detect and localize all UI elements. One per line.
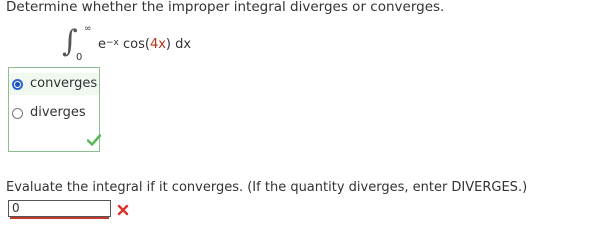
- integrand-suffix: ) dx: [165, 37, 192, 52]
- integrand-highlight: 4x: [149, 37, 166, 52]
- integral-sign-icon: ∫: [62, 24, 78, 59]
- choice-label-converges: converges: [30, 76, 98, 91]
- integrand-base: e: [98, 37, 106, 52]
- answer-choices: [8, 67, 100, 152]
- choice-diverges[interactable]: [9, 102, 99, 124]
- question-text: Determine whether the improper integral diverges or converges.: [6, 0, 445, 15]
- answer-input[interactable]: 0: [8, 200, 111, 217]
- radio-diverges[interactable]: [12, 108, 23, 119]
- integrand-exponent: −x: [106, 38, 119, 48]
- choice-label-diverges: diverges: [30, 105, 86, 120]
- integral-lower-limit: 0: [76, 52, 83, 63]
- integral-expression: [62, 24, 222, 64]
- choice-converges[interactable]: [9, 73, 99, 95]
- integral-upper-limit: ∞: [84, 24, 92, 34]
- integrand: [98, 37, 191, 54]
- evaluate-prompt: Evaluate the integral if it converges. (If the quantity diverges, enter DIVERGES.): [6, 180, 528, 195]
- red-x-icon: [117, 204, 129, 216]
- radio-converges[interactable]: [12, 79, 23, 90]
- integrand-prefix: cos(: [118, 37, 150, 52]
- green-checkmark-icon: [87, 134, 101, 146]
